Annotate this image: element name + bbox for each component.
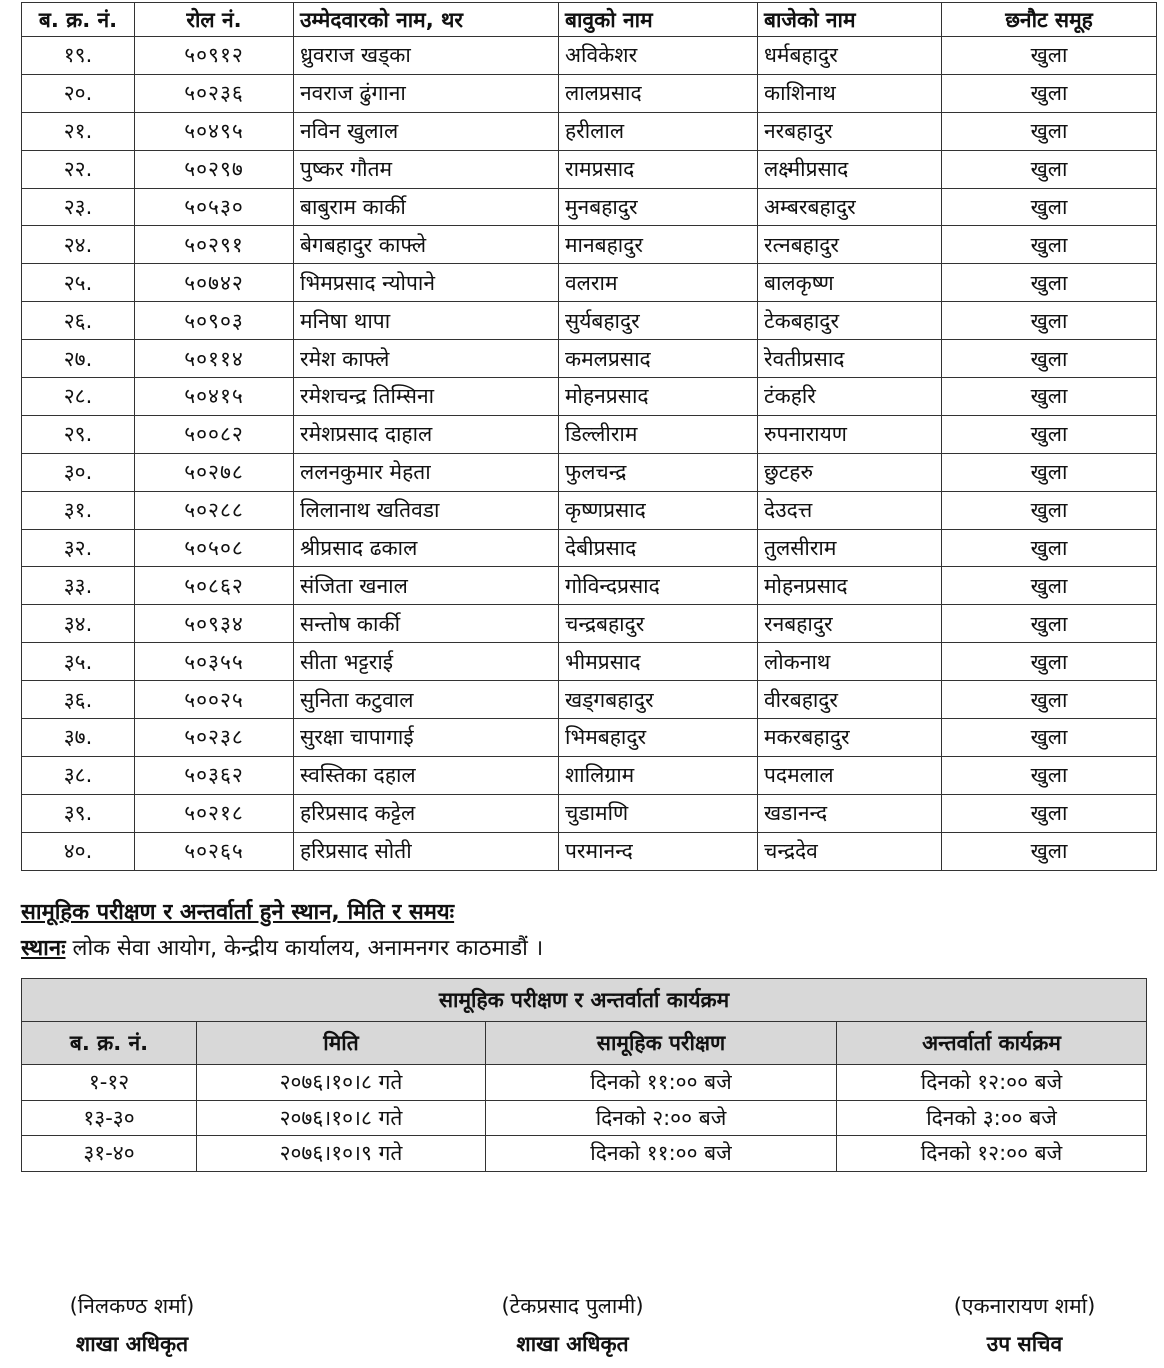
venue-place <box>21 932 543 962</box>
header-selection-group: छनौट समूह <box>942 3 1157 37</box>
table-row <box>22 643 1157 681</box>
group-cell: खुला <box>942 112 1157 150</box>
grandfather-name-cell: खडानन्द <box>758 794 942 832</box>
grandfather-name-cell: टंकहरि <box>758 378 942 416</box>
table-row <box>22 453 1157 491</box>
serial-cell: ३५. <box>22 643 135 681</box>
grandfather-name-cell: रत्नबहादुर <box>758 226 942 264</box>
roll-cell: ५०२३६ <box>135 74 294 112</box>
roll-cell: ५०३५५ <box>135 643 294 681</box>
group-cell: खुला <box>942 756 1157 794</box>
candidate-name-cell: भिमप्रसाद न्योपाने <box>294 264 559 302</box>
candidate-name-cell: ध्रुवराज खड्का <box>294 37 559 75</box>
header-grandfather-name: बाजेको नाम <box>758 3 942 37</box>
group-cell: खुला <box>942 491 1157 529</box>
schedule-serial-cell: १३-३० <box>22 1100 197 1136</box>
candidate-name-cell: मनिषा थापा <box>294 302 559 340</box>
candidate-name-cell: श्रीप्रसाद ढकाल <box>294 529 559 567</box>
roll-cell: ५०८६२ <box>135 567 294 605</box>
father-name-cell: खड्गबहादुर <box>559 681 758 719</box>
group-cell: खुला <box>942 264 1157 302</box>
grandfather-name-cell: नरबहादुर <box>758 112 942 150</box>
roll-cell: ५०२९१ <box>135 226 294 264</box>
table-row <box>22 1136 1147 1172</box>
roll-cell: ५०३६२ <box>135 756 294 794</box>
schedule-serial-cell: ३१-४० <box>22 1136 197 1172</box>
roll-cell: ५०२७८ <box>135 453 294 491</box>
schedule-date-cell: २०७६।१०।९ गते <box>197 1136 486 1172</box>
roll-cell: ५००८२ <box>135 415 294 453</box>
serial-cell: २८. <box>22 378 135 416</box>
serial-cell: २४. <box>22 226 135 264</box>
serial-cell: ३२. <box>22 529 135 567</box>
candidate-name-cell: बेगबहादुर काफ्ले <box>294 226 559 264</box>
group-cell: खुला <box>942 529 1157 567</box>
serial-cell: २९. <box>22 415 135 453</box>
father-name-cell: भिमबहादुर <box>559 719 758 757</box>
father-name-cell: अविकेशर <box>559 37 758 75</box>
candidate-name-cell: संजिता खनाल <box>294 567 559 605</box>
serial-cell: २०. <box>22 74 135 112</box>
table-row <box>22 719 1157 757</box>
schedule-date-cell: २०७६।१०।८ गते <box>197 1100 486 1136</box>
table-row <box>22 567 1157 605</box>
group-cell: खुला <box>942 302 1157 340</box>
signatory-title: शाखा अधिकृत <box>516 1332 629 1356</box>
table-row <box>22 1065 1147 1101</box>
candidate-name-cell: पुष्कर गौतम <box>294 150 559 188</box>
candidate-name-cell: रमेशप्रसाद दाहाल <box>294 415 559 453</box>
group-cell: खुला <box>942 37 1157 75</box>
group-cell: खुला <box>942 567 1157 605</box>
grandfather-name-cell: मोहनप्रसाद <box>758 567 942 605</box>
father-name-cell: वलराम <box>559 264 758 302</box>
roll-cell: ५०२३८ <box>135 719 294 757</box>
candidate-name-cell: रमेश काफ्ले <box>294 340 559 378</box>
father-name-cell: मानबहादुर <box>559 226 758 264</box>
group-cell: खुला <box>942 794 1157 832</box>
signature-3 <box>942 1292 1107 1358</box>
table-row <box>22 491 1157 529</box>
father-name-cell: मोहनप्रसाद <box>559 378 758 416</box>
father-name-cell: परमानन्द <box>559 832 758 870</box>
signatory-name: (टेकप्रसाद पुलामी) <box>501 1294 644 1318</box>
serial-cell: २५. <box>22 264 135 302</box>
schedule-title: सामूहिक परीक्षण र अन्तर्वार्ता कार्यक्रम <box>22 979 1147 1022</box>
roll-cell: ५०९१२ <box>135 37 294 75</box>
serial-cell: २३. <box>22 188 135 226</box>
grandfather-name-cell: धर्मबहादुर <box>758 37 942 75</box>
grandfather-name-cell: छुटहरु <box>758 453 942 491</box>
table-row <box>22 226 1157 264</box>
roll-cell: ५०९०३ <box>135 302 294 340</box>
serial-cell: ३८. <box>22 756 135 794</box>
roll-cell: ५०७४२ <box>135 264 294 302</box>
father-name-cell: गोविन्दप्रसाद <box>559 567 758 605</box>
grandfather-name-cell: वीरबहादुर <box>758 681 942 719</box>
table-row <box>22 150 1157 188</box>
candidate-name-cell: नवराज ढुंगाना <box>294 74 559 112</box>
schedule-group-test-cell: दिनको ११:०० बजे <box>486 1065 837 1101</box>
table-row <box>22 112 1157 150</box>
table-row <box>22 264 1157 302</box>
schedule-date-cell: २०७६।१०।८ गते <box>197 1065 486 1101</box>
schedule-interview-cell: दिनको ३:०० बजे <box>837 1100 1147 1136</box>
serial-cell: ३३. <box>22 567 135 605</box>
group-cell: खुला <box>942 453 1157 491</box>
father-name-cell: सुर्यबहादुर <box>559 302 758 340</box>
candidate-table-header <box>22 3 1157 37</box>
group-cell: खुला <box>942 74 1157 112</box>
grandfather-name-cell: तुलसीराम <box>758 529 942 567</box>
father-name-cell: डिल्लीराम <box>559 415 758 453</box>
father-name-cell: भीमप्रसाद <box>559 643 758 681</box>
serial-cell: २६. <box>22 302 135 340</box>
serial-cell: ३७. <box>22 719 135 757</box>
table-row <box>22 340 1157 378</box>
roll-cell: ५०९३४ <box>135 605 294 643</box>
grandfather-name-cell: चन्द्रदेव <box>758 832 942 870</box>
table-row <box>22 756 1157 794</box>
schedule-group-test-cell: दिनको २:०० बजे <box>486 1100 837 1136</box>
candidate-name-cell: सुनिता कटुवाल <box>294 681 559 719</box>
candidate-name-cell: ललनकुमार मेहता <box>294 453 559 491</box>
group-cell: खुला <box>942 643 1157 681</box>
grandfather-name-cell: लक्ष्मीप्रसाद <box>758 150 942 188</box>
grandfather-name-cell: मकरबहादुर <box>758 719 942 757</box>
table-row <box>22 415 1157 453</box>
serial-cell: १९. <box>22 37 135 75</box>
father-name-cell: कृष्णप्रसाद <box>559 491 758 529</box>
father-name-cell: चुडामणि <box>559 794 758 832</box>
group-cell: खुला <box>942 719 1157 757</box>
roll-cell: ५०५०८ <box>135 529 294 567</box>
candidate-table <box>21 2 1157 871</box>
father-name-cell: देबीप्रसाद <box>559 529 758 567</box>
schedule-interview-cell: दिनको १२:०० बजे <box>837 1136 1147 1172</box>
serial-cell: २२. <box>22 150 135 188</box>
candidate-name-cell: नविन खुलाल <box>294 112 559 150</box>
candidate-name-cell: स्वस्तिका दहाल <box>294 756 559 794</box>
group-cell: खुला <box>942 605 1157 643</box>
signature-2 <box>490 1292 655 1358</box>
serial-cell: ३४. <box>22 605 135 643</box>
header-roll: रोल नं. <box>135 3 294 37</box>
schedule-group-test-cell: दिनको ११:०० बजे <box>486 1136 837 1172</box>
table-row <box>22 378 1157 416</box>
table-row <box>22 681 1157 719</box>
candidate-name-cell: रमेशचन्द्र तिम्सिना <box>294 378 559 416</box>
father-name-cell: फुलचन्द्र <box>559 453 758 491</box>
table-row <box>22 794 1157 832</box>
roll-cell: ५०४९५ <box>135 112 294 150</box>
signatory-title: शाखा अधिकृत <box>75 1332 189 1356</box>
table-row <box>22 605 1157 643</box>
grandfather-name-cell: रेवतीप्रसाद <box>758 340 942 378</box>
candidate-name-cell: हरिप्रसाद सोती <box>294 832 559 870</box>
signatory-title: उप सचिव <box>986 1332 1063 1356</box>
father-name-cell: चन्द्रबहादुर <box>559 605 758 643</box>
serial-cell: ३०. <box>22 453 135 491</box>
schedule-header-date: मिति <box>197 1022 486 1065</box>
table-row <box>22 302 1157 340</box>
candidate-name-cell: हरिप्रसाद कट्टेल <box>294 794 559 832</box>
grandfather-name-cell: रनबहादुर <box>758 605 942 643</box>
group-cell: खुला <box>942 681 1157 719</box>
roll-cell: ५०२६५ <box>135 832 294 870</box>
grandfather-name-cell: लोकनाथ <box>758 643 942 681</box>
header-serial: ब. क्र. नं. <box>22 3 135 37</box>
candidate-name-cell: सीता भट्टराई <box>294 643 559 681</box>
serial-cell: २१. <box>22 112 135 150</box>
father-name-cell: शालिग्राम <box>559 756 758 794</box>
header-candidate-name: उम्मेदवारको नाम, थर <box>294 3 559 37</box>
roll-cell: ५०५३० <box>135 188 294 226</box>
father-name-cell: हरीलाल <box>559 112 758 150</box>
candidate-name-cell: सन्तोष कार्की <box>294 605 559 643</box>
header-father-name: बावुको नाम <box>559 3 758 37</box>
signatory-name: (एकनारायण शर्मा) <box>953 1294 1096 1318</box>
schedule-table <box>21 978 1147 1172</box>
place-label: स्थानः <box>21 936 66 961</box>
roll-cell: ५०४१५ <box>135 378 294 416</box>
group-cell: खुला <box>942 150 1157 188</box>
father-name-cell: लालप्रसाद <box>559 74 758 112</box>
schedule-interview-cell: दिनको १२:०० बजे <box>837 1065 1147 1101</box>
table-row <box>22 188 1157 226</box>
schedule-header-serial: ब. क्र. नं. <box>22 1022 197 1065</box>
grandfather-name-cell: अम्बरबहादुर <box>758 188 942 226</box>
venue-heading: सामूहिक परीक्षण र अन्तर्वार्ता हुने स्थान, मिति र समयः <box>21 900 455 925</box>
signature-1 <box>62 1292 202 1358</box>
group-cell: खुला <box>942 340 1157 378</box>
grandfather-name-cell: बालकृष्ण <box>758 264 942 302</box>
group-cell: खुला <box>942 832 1157 870</box>
grandfather-name-cell: पदमलाल <box>758 756 942 794</box>
candidate-name-cell: बाबुराम कार्की <box>294 188 559 226</box>
schedule-serial-cell: १-१२ <box>22 1065 197 1101</box>
serial-cell: ३९. <box>22 794 135 832</box>
candidate-name-cell: लिलानाथ खतिवडा <box>294 491 559 529</box>
group-cell: खुला <box>942 188 1157 226</box>
father-name-cell: मुनबहादुर <box>559 188 758 226</box>
group-cell: खुला <box>942 415 1157 453</box>
serial-cell: ४०. <box>22 832 135 870</box>
schedule-header-interview: अन्तर्वार्ता कार्यक्रम <box>837 1022 1147 1065</box>
roll-cell: ५००२५ <box>135 681 294 719</box>
table-row <box>22 529 1157 567</box>
grandfather-name-cell: टेकबहादुर <box>758 302 942 340</box>
table-row <box>22 74 1157 112</box>
grandfather-name-cell: रुपनारायण <box>758 415 942 453</box>
table-row <box>22 1100 1147 1136</box>
grandfather-name-cell: काशिनाथ <box>758 74 942 112</box>
father-name-cell: रामप्रसाद <box>559 150 758 188</box>
table-row <box>22 37 1157 75</box>
roll-cell: ५०२९७ <box>135 150 294 188</box>
father-name-cell: कमलप्रसाद <box>559 340 758 378</box>
group-cell: खुला <box>942 378 1157 416</box>
group-cell: खुला <box>942 226 1157 264</box>
place-value: लोक सेवा आयोग, केन्द्रीय कार्यालय, अनामनगर काठमाडौं । <box>72 936 544 961</box>
serial-cell: २७. <box>22 340 135 378</box>
serial-cell: ३६. <box>22 681 135 719</box>
roll-cell: ५०२८८ <box>135 491 294 529</box>
serial-cell: ३१. <box>22 491 135 529</box>
candidate-name-cell: सुरक्षा चापागाई <box>294 719 559 757</box>
signatory-name: (निलकण्ठ शर्मा) <box>69 1294 195 1318</box>
roll-cell: ५०२१८ <box>135 794 294 832</box>
roll-cell: ५०११४ <box>135 340 294 378</box>
schedule-header-group-test: सामूहिक परीक्षण <box>486 1022 837 1065</box>
grandfather-name-cell: देउदत्त <box>758 491 942 529</box>
table-row <box>22 832 1157 870</box>
